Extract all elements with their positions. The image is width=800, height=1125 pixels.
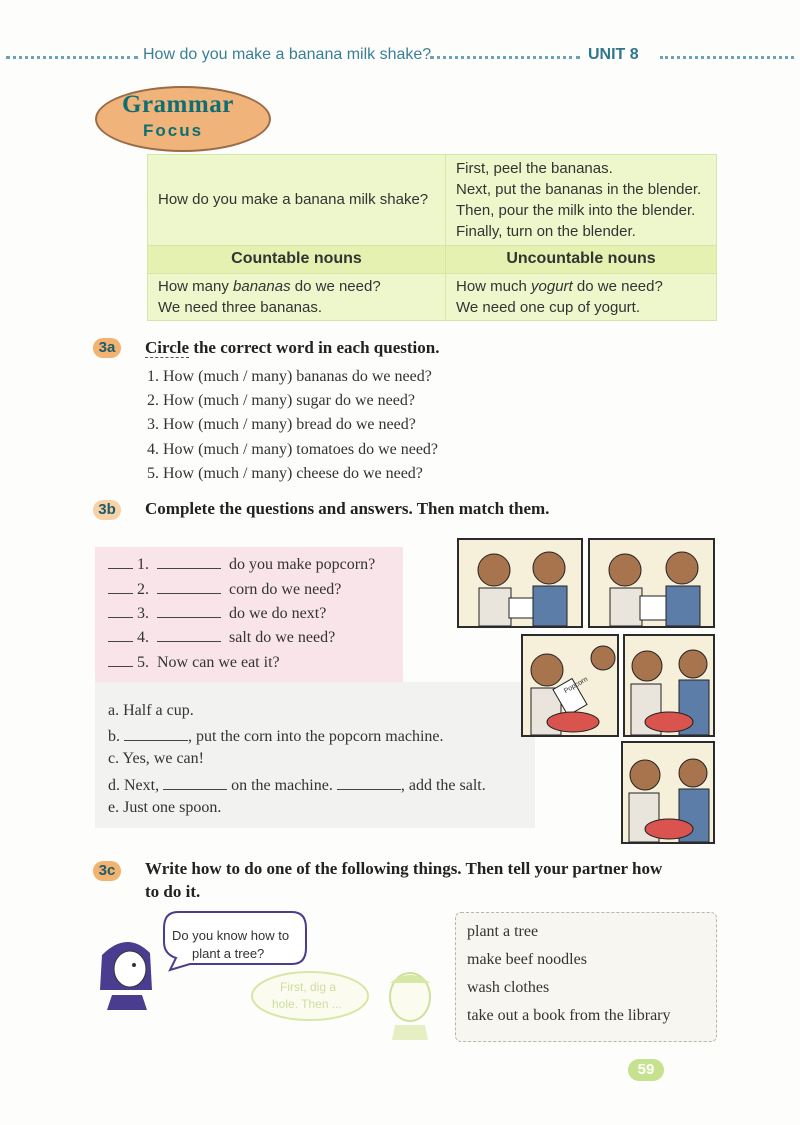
q-num: 5. [137,654,149,671]
exercise-3c-instruction-l2: to do it. [145,882,201,901]
header-dots-right [660,56,794,59]
instruction-rest: the correct word in each question. [189,338,440,357]
comic-kids-illustration [623,743,713,842]
countable-q-noun: bananas [233,277,291,295]
ex3b-question-3 [108,603,326,623]
step-2: Next, put the bananas in the blender. [456,180,702,198]
step-4: Finally, turn on the blender. [456,222,636,240]
uncountable-answer: We need one cup of yogurt. [456,298,641,316]
page-header [0,44,800,70]
answer-b-label: b. [108,728,120,745]
girl-illustration [92,935,162,1010]
fill-blank[interactable] [124,726,188,741]
bubble2-line2: hole. Then ... [272,997,342,1011]
uncountable-q-noun: yogurt [531,277,573,295]
ex3b-answer-a: a. Half a cup. [108,702,194,719]
circle-word: Circle [145,338,190,357]
ex3a-item-5: 5. How (much / many) cheese do we need? [147,465,423,482]
ex3b-question-2 [108,579,341,599]
exercise-3a-tag: 3a [93,338,121,358]
q-text: do you make popcorn? [229,556,376,573]
task-item-4: take out a book from the library [467,1007,671,1024]
ex3a-item-4: 4. How (much / many) tomatoes do we need? [147,441,439,458]
fill-blank[interactable] [337,775,401,790]
match-blank[interactable] [108,603,133,618]
exercise-3a-instruction [145,338,439,358]
unit-label: UNIT 8 [588,46,639,63]
match-blank[interactable] [108,579,133,594]
answer-b-text: , put the corn into the popcorn machine. [188,728,444,745]
match-blank[interactable] [108,627,133,642]
match-blank[interactable] [108,652,133,667]
answer-d-mid: on the machine. [231,777,333,794]
countable-q-post: do we need? [290,277,381,295]
task-item-2: make beef noodles [467,951,587,968]
comic-panel-5 [621,741,715,844]
countable-header: Countable nouns [148,245,446,273]
q-text: do we do next? [229,605,327,622]
q-text: salt do we need? [229,629,336,646]
fill-blank[interactable] [157,627,221,642]
task-item-1: plant a tree [467,923,539,940]
answer-d-post: , add the salt. [400,777,486,794]
ex3b-answer-d [108,775,486,795]
fill-blank[interactable] [157,579,221,594]
grammar-steps [446,155,717,246]
header-dots-left [6,56,138,59]
uncountable-header: Uncountable nouns [446,245,717,273]
countable-answer: We need three bananas. [158,298,323,316]
ex3b-question-5 [108,652,280,672]
q-num: 3. [137,605,149,622]
uncountable-q-pre: How much [456,277,532,295]
ex3a-item-2: 2. How (much / many) sugar do we need? [147,392,415,409]
q-text: Now can we eat it? [157,654,280,671]
exercise-3c-tag: 3c [93,861,121,881]
match-blank[interactable] [108,554,133,569]
ex3b-question-4 [108,627,335,647]
comic-kids-illustration [625,636,713,735]
comic-panel-2 [588,538,715,628]
page-number: 59 [628,1059,664,1081]
exercise-3c-instruction-l1: Write how to do one of the following things. Then tell your partner how [145,859,663,878]
ex3a-item-1: 1. How (much / many) bananas do we need? [147,368,432,385]
header-dots-mid [430,56,580,59]
bubble2-line1: First, dig a [280,980,337,994]
ex3b-answer-e: e. Just one spoon. [108,799,222,816]
answer-d-pre: d. Next, [108,777,160,794]
task-item-3: wash clothes [467,979,550,996]
grammar-table [147,154,717,321]
badge-subtitle: Focus [143,121,204,140]
bubble1-line1: Do you know how to [172,928,290,943]
ex3b-question-1 [108,554,375,574]
comic-kids-illustration [590,540,713,626]
ex3b-answer-b [108,726,443,746]
header-title: How do you make a banana milk shake? [143,46,432,63]
exercise-3b-tag: 3b [93,500,121,520]
grammar-question: How do you make a banana milk shake? [148,155,446,246]
q-num: 1. [137,556,149,573]
exercise-3b-instruction: Complete the questions and answers. Then match them. [145,499,550,518]
step-1: First, peel the bananas. [456,159,613,177]
comic-panel-1 [457,538,583,628]
ex3b-answer-c: c. Yes, we can! [108,750,204,767]
boy-illustration [380,965,440,1040]
ex3a-item-3: 3. How (much / many) bread do we need? [147,416,416,433]
countable-q-pre: How many [158,277,234,295]
comic-kids-illustration [459,540,581,626]
comic-panel-4 [623,634,715,737]
fill-blank[interactable] [157,603,221,618]
popcorn-bag-label: Popcorn [562,675,590,696]
q-num: 2. [137,581,149,598]
badge-title: Grammar [122,91,234,118]
bubble1-line2: plant a tree? [192,946,265,961]
q-text: corn do we need? [229,581,342,598]
fill-blank[interactable] [157,554,221,569]
uncountable-example [446,273,717,320]
q-num: 4. [137,629,149,646]
fill-blank[interactable] [163,775,227,790]
step-3: Then, pour the milk into the blender. [456,201,696,219]
uncountable-q-post: do we need? [572,277,663,295]
comic-panel-3 [521,634,619,737]
countable-example [148,273,446,320]
